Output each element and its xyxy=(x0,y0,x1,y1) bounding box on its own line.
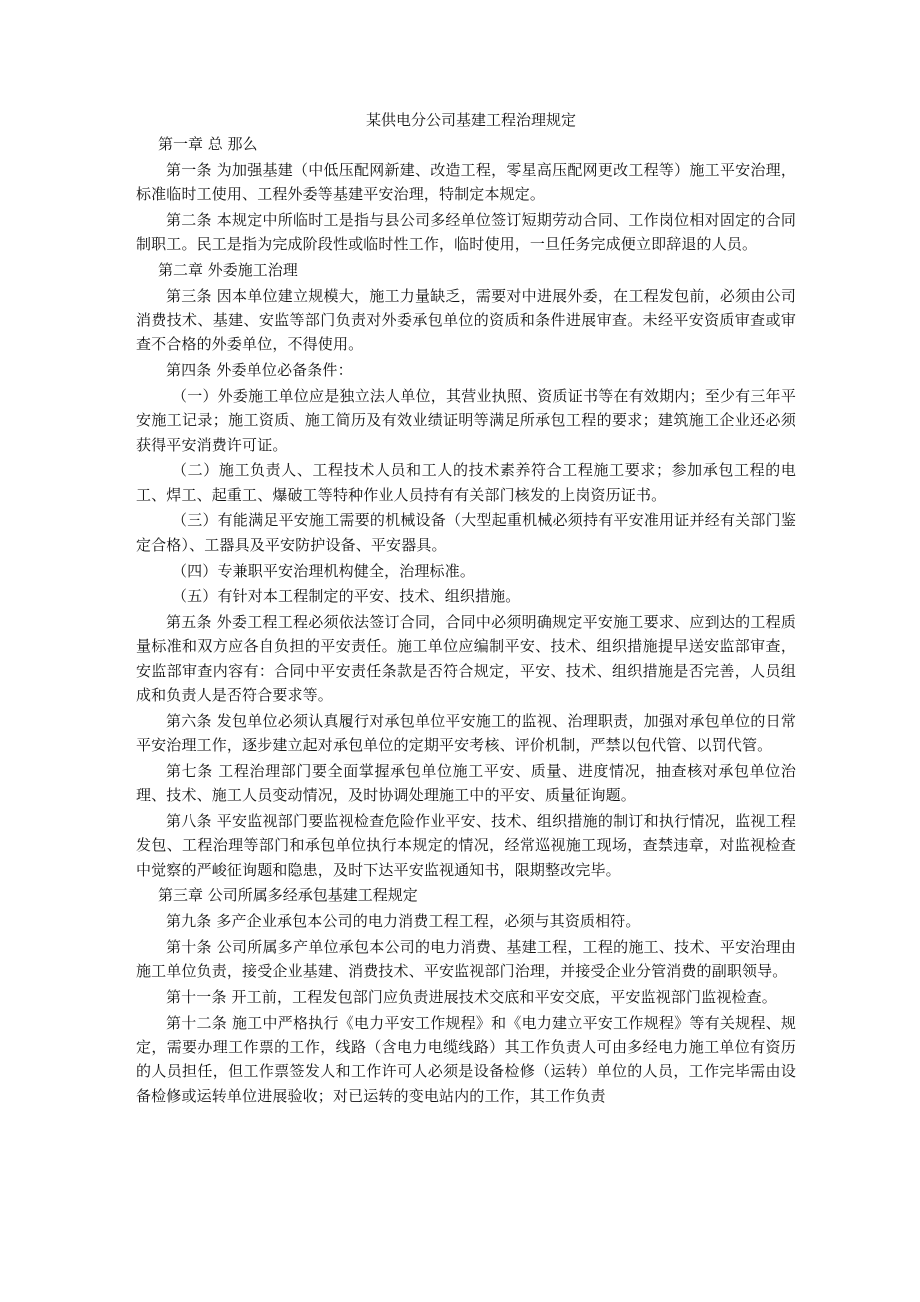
article-paragraph: 第六条 发包单位必须认真履行对承包单位平安施工的监视、治理职责，加强对承包单位的日常平安治理工作，逐步建立起对承包单位的定期平安考核、评价机制，严禁以包代管、以罚代管。 xyxy=(136,711,796,755)
article-paragraph: 第四条 外委单位必备条件： xyxy=(166,361,353,380)
chapter-heading: 第一章 总 那么 xyxy=(158,135,258,153)
article-paragraph: 第八条 平安监视部门要监视检查危险作业平安、技术、组织措施的制订和执行情况，监视工程发包、工程治理等部门和承包单位执行本规定的情况，经常巡视施工现场，查禁违章，对监视检查中觉察的严峻征询题和隐患，及时下达平安监视通知书，限期整改完毕。 xyxy=(136,812,796,879)
chapter-heading: 第二章 外委施工治理 xyxy=(158,260,298,279)
article-paragraph: 第七条 工程治理部门要全面掌握承包单位施工平安、质量、进度情况，抽查核对承包单位治理、技术、施工人员变动情况，及时协调处理施工中的平安、质量征询题。 xyxy=(136,761,796,805)
article-paragraph: 第五条 外委工程工程必须依法签订合同，合同中必须明确规定平安施工要求、应到达的工程质量标准和双方应各自负担的平安责任。施工单位应编制平安、技术、组织措施提早送安监部审查，安监部审查内容有：合同中平安责任条款是否符合规定，平安、技术、组织措施是否完善，人员组成和负责人是否符合要求等。 xyxy=(136,613,796,705)
list-item: （五）有针对本工程制定的平安、技术、组织措施。 xyxy=(172,587,521,606)
list-item: （二）施工负责人、工程技术人员和工人的技术素养符合工程施工要求；参加承包工程的电工、焊工、起重工、爆破工等特种作业人员持有有关部门核发的上岗资历证书。 xyxy=(136,461,796,504)
article-paragraph: 第二条 本规定中所临时工是指与县公司多经单位签订短期劳动合同、工作岗位相对固定的合同制职工。民工是指为完成阶段性或临时性工作，临时使用，一旦任务完成便立即辞退的人员。 xyxy=(136,210,796,254)
document-title: 某供电分公司基建工程治理规定 xyxy=(365,111,576,129)
article-paragraph: 第十二条 施工中严格执行《电力平安工作规程》和《电力建立平安工作规程》等有关规程、规定，需要办理工作票的工作，线路（含电力电缆线路）其工作负责人可由多经电力施工单位有资历的人员担任，但工作票签发人和工作许可人必须是设备检修（运转）单位的人员，工作完毕需由设备检修或运转单位进展验收；对已运转的变电站内的工作，其工作负责 xyxy=(136,1013,796,1105)
list-item: （三）有能满足平安施工需要的机械设备（大型起重机械必须持有平安准用证并经有关部门鉴定合格）、工器具及平安防护设备、平安器具。 xyxy=(136,511,796,554)
article-paragraph: 第三条 因本单位建立规模大，施工力量缺乏，需要对中进展外委，在工程发包前，必须由公司消费技术、基建、安监等部门负责对外委承包单位的资质和条件进展审查。未经平安资质审查或审查不合格的外委单位，不得使用。 xyxy=(136,286,796,354)
list-item: （四）专兼职平安治理机构健全，治理标准。 xyxy=(172,561,476,580)
article-paragraph: 第九条 多产企业承包本公司的电力消费工程工程，必须与其资质相符。 xyxy=(166,912,641,931)
article-paragraph: 第一条 为加强基建（中低压配网新建、改造工程，零星高压配网更改工程等）施工平安治理，标准临时工使用、工程外委等基建平安治理，特制定本规定。 xyxy=(136,160,796,204)
document-page xyxy=(136,108,796,1110)
chapter-heading: 第三章 公司所属多经承包基建工程规定 xyxy=(158,886,418,905)
list-item: （一）外委施工单位应是独立法人单位，其营业执照、资质证书等在有效期内；至少有三年平安施工记录；施工资质、施工简历及有效业绩证明等满足所承包工程的要求；建筑施工企业还必须获得平安消费许可证。 xyxy=(136,386,796,454)
article-paragraph: 第十条 公司所属多产单位承包本公司的电力消费、基建工程，工程的施工、技术、平安治理由施工单位负责，接受企业基建、消费技术、平安监视部门治理，并接受企业分管消费的副职领导。 xyxy=(136,938,796,981)
article-paragraph: 第十一条 开工前，工程发包部门应负责进展技术交底和平安交底，平安监视部门监视检查。 xyxy=(166,988,777,1007)
